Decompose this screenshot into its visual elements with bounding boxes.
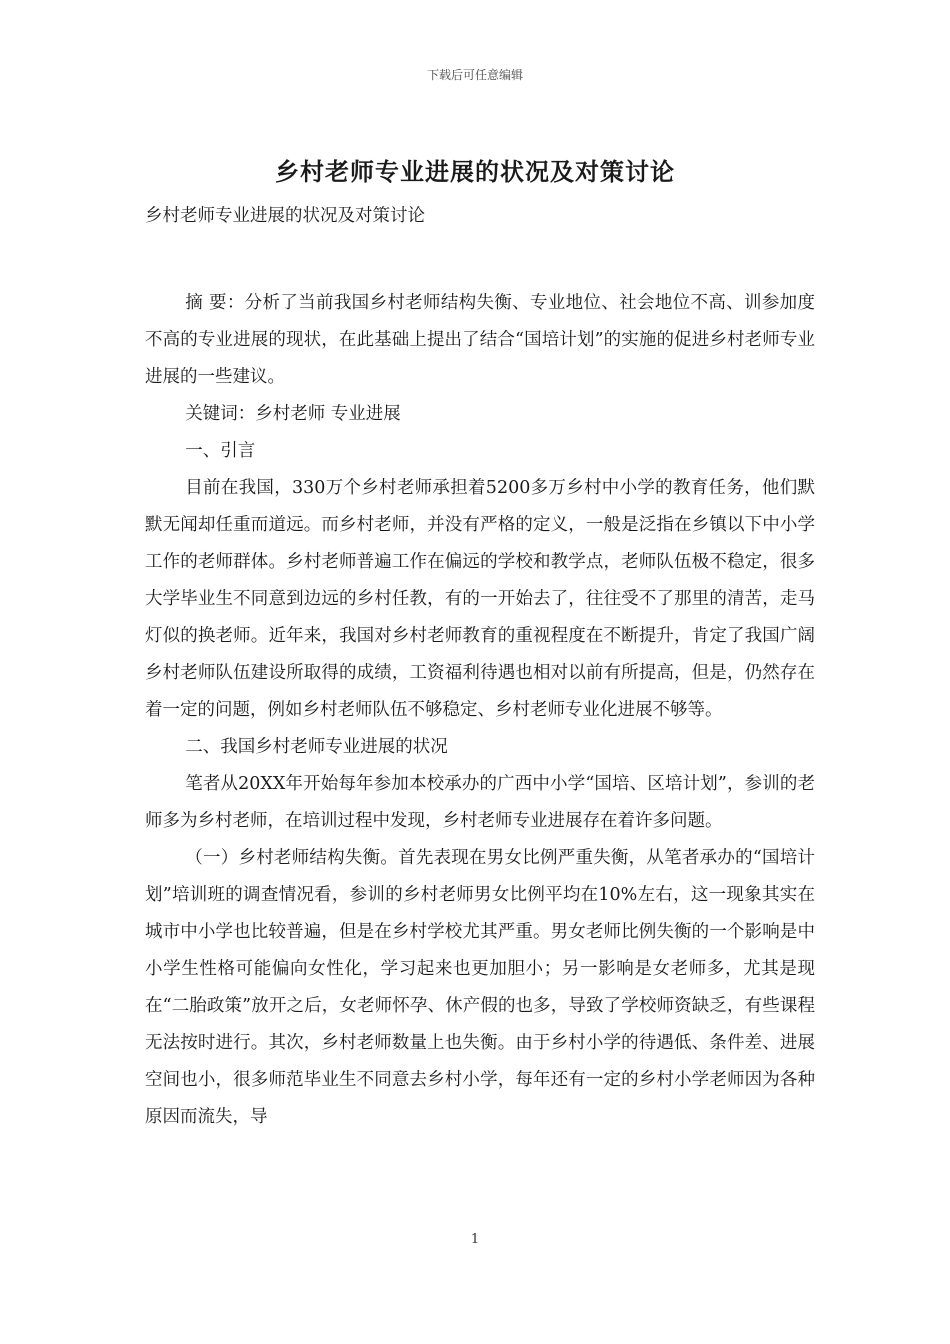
- section-heading-status: 二、我国乡村老师专业进展的状况: [185, 737, 448, 757]
- document-subtitle: 乡村老师专业进展的状况及对策讨论: [145, 206, 425, 226]
- document-title: 乡村老师专业进展的状况及对策讨论: [275, 158, 675, 186]
- status-paragraph-2: （一）乡村老师结构失衡。首先表现在男女比例严重失衡，从笔者承办的“国培计划”培训班的调查情况看，参训的乡村老师男女比例平均在10%左右，这一现象其实在城市中小学也比较普遍，但是在乡村学校尤其严重。男女老师比例失衡的一个影响是中小学生性格可能偏向女性化，学习起来也更加胆小；另一影响是女老师多，尤其是现在“二胎政策”放开之后，女老师怀孕、休产假的也多，导致了学校师资缺乏，有些课程无法按时进行。其次，乡村老师数量上也失衡。由于乡村小学的待遇低、条件差、进展空间也小，很多师范毕业生不同意去乡村小学，每年还有一定的乡村小学老师因为各种原因而流失，导: [145, 848, 815, 1127]
- header-note: 下载后可任意编辑: [426, 68, 523, 82]
- page-number: 1: [470, 1232, 480, 1247]
- abstract-paragraph: 摘 要：分析了当前我国乡村老师结构失衡、专业地位、社会地位不高、训参加度不高的专业进展的现状，在此基础上提出了结合“国培计划”的实施的促进乡村老师专业进展的一些建议。: [145, 293, 815, 387]
- keywords-line: 关键词：乡村老师 专业进展: [185, 404, 401, 424]
- section-heading-intro: 一、引言: [185, 441, 256, 461]
- spacer: [145, 235, 815, 285]
- document-body: [145, 198, 815, 1136]
- intro-paragraph: 目前在我国，330万个乡村老师承担着5200多万乡村中小学的教育任务，他们默默无闻却任重而道远。而乡村老师，并没有严格的定义，一般是泛指在乡镇以下中小学工作的老师群体。乡村老师普遍工作在偏远的学校和教学点，老师队伍极不稳定，很多大学毕业生不同意到边远的乡村任教，有的一开始去了，往往受不了那里的清苦，走马灯似的换老师。近年来，我国对乡村老师教育的重视程度在不断提升，肯定了我国广阔乡村老师队伍建设所取得的成绩，工资福利待遇也相对以前有所提高，但是，仍然存在着一定的问题，例如乡村老师队伍不够稳定、乡村老师专业化进展不够等。: [145, 478, 815, 720]
- status-paragraph-1: 笔者从20XX年开始每年参加本校承办的广西中小学“国培、区培计划”，参训的老师多为乡村老师，在培训过程中发现，乡村老师专业进展存在着许多问题。: [145, 774, 815, 831]
